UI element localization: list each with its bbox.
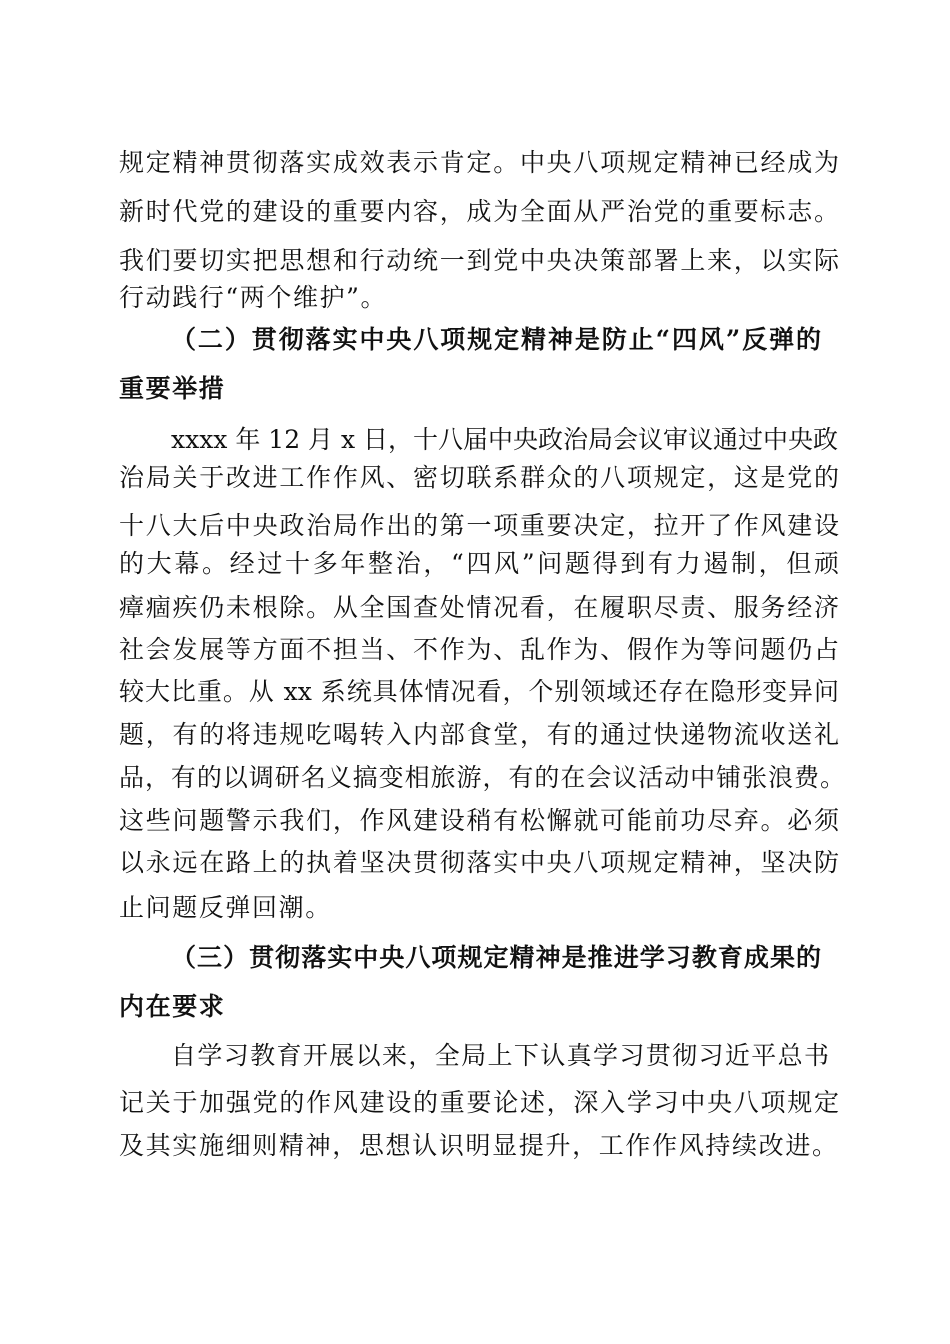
text-line: 新时代党的建设的重要内容，成为全面从严治党的重要标志。 — [119, 197, 839, 226]
text-line: 我们要切实把思想和行动统一到党中央决策部署上来，以实际 — [119, 246, 839, 275]
section-heading: 内在要求 — [119, 992, 226, 1021]
text-line: 记关于加强党的作风建设的重要论述，深入学习中央八项规定 — [119, 1088, 839, 1117]
section-heading: 重要举措 — [119, 374, 226, 403]
text-line: 品，有的以调研名义搞变相旅游，有的在会议活动中铺张浪费。 — [119, 763, 845, 792]
text-line: 社会发展等方面不担当、不作为、乱作为、假作为等问题仍占 — [119, 635, 839, 664]
text-line: 十八大后中央政治局作出的第一项重要决定，拉开了作风建设 — [119, 511, 839, 540]
text-line: 规定精神贯彻落实成效表示肯定。中央八项规定精神已经成为 — [119, 148, 839, 177]
text-line: 的大幕。经过十多年整治，“四风”问题得到有力遏制，但顽 — [119, 549, 839, 578]
text-line: 及其实施细则精神，思想认识明显提升，工作作风持续改进。 — [119, 1131, 837, 1160]
text-line: xxxx 年 12 月 x 日，十八届中央政治局会议审议通过中央政 — [171, 425, 839, 454]
text-line: 行动践行“两个维护”。 — [119, 283, 388, 312]
text-line: 自学习教育开展以来，全局上下认真学习贯彻习近平总书 — [171, 1041, 829, 1070]
text-line: 较大比重。从 xx 系统具体情况看，个别领域还存在隐形变异问 — [119, 677, 839, 706]
text-line: 以永远在路上的执着坚决贯彻落实中央八项规定精神，坚决防 — [119, 848, 839, 877]
text-line: 治局关于改进工作作风、密切联系群众的八项规定，这是党的 — [119, 463, 839, 492]
text-line: 题，有的将违规吃喝转入内部食堂，有的通过快递物流收送礼 — [119, 720, 839, 749]
text-line: 瘴痼疾仍未根除。从全国查处情况看，在履职尽责、服务经济 — [119, 593, 839, 622]
text-line: 止问题反弹回潮。 — [119, 893, 332, 922]
text-line: 这些问题警示我们，作风建设稍有松懈就可能前功尽弃。必须 — [119, 806, 839, 835]
section-heading: （三）贯彻落实中央八项规定精神是推进学习教育成果的 — [171, 943, 821, 972]
section-heading: （二）贯彻落实中央八项规定精神是防止“四风”反弹的 — [171, 325, 821, 354]
